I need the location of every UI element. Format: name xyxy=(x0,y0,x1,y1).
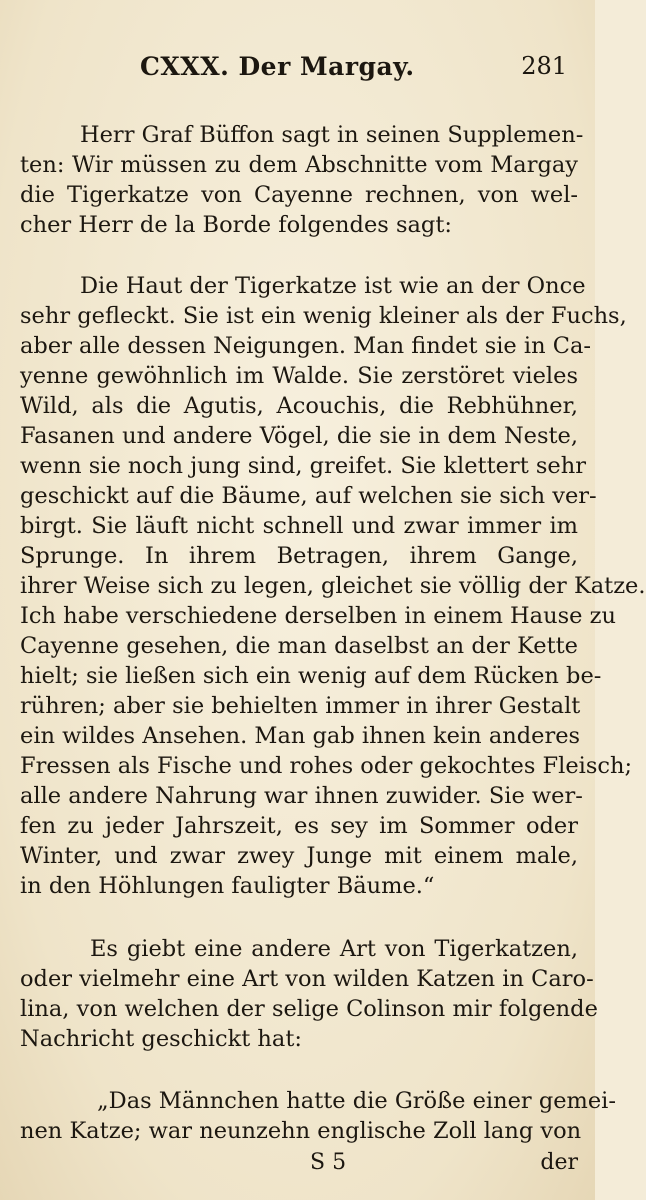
signature-mark: S 5 xyxy=(310,1150,347,1175)
page-footer xyxy=(20,1150,580,1184)
running-header xyxy=(140,52,567,92)
text-line: alle andere Nahrung war ihnen zuwider. Sie wer- xyxy=(20,783,583,809)
text-line: cher Herr de la Borde folgendes sagt: xyxy=(20,212,452,238)
text-line: Fasanen und andere Vögel, die sie in dem Neste, xyxy=(20,423,578,449)
text-line: wenn sie noch jung sind, greifet. Sie klettert sehr xyxy=(20,453,586,479)
text-line: ihrer Weise sich zu legen, gleichet sie völlig der Katze. xyxy=(20,573,646,599)
text-line: geschickt auf die Bäume, auf welchen sie sich ver- xyxy=(20,483,597,509)
text-line: Es giebt eine andere Art von Tigerkatzen, xyxy=(90,936,578,962)
text-line: „Das Männchen hatte die Größe einer gemei- xyxy=(97,1088,616,1114)
text-line: die Tigerkatze von Cayenne rechnen, von wel- xyxy=(20,182,578,208)
text-line: birgt. Sie läuft nicht schnell und zwar immer im xyxy=(20,513,578,539)
text-line: aber alle dessen Neigungen. Man findet sie in Ca- xyxy=(20,333,591,359)
text-line: Herr Graf Büffon sagt in seinen Supplemen- xyxy=(80,122,584,148)
text-line: Cayenne gesehen, die man daselbst an der Kette xyxy=(20,633,578,659)
text-line: ein wildes Ansehen. Man gab ihnen kein anderes xyxy=(20,723,581,749)
text-line: Sprunge. In ihrem Betragen, ihrem Gange, xyxy=(20,543,578,569)
text-line: fen zu jeder Jahrszeit, es sey im Sommer oder xyxy=(20,813,578,839)
text-line: Wild, als die Agutis, Acouchis, die Rebhühner, xyxy=(20,393,578,419)
text-line: Die Haut der Tigerkatze ist wie an der Once xyxy=(80,273,586,299)
text-line: Winter, und zwar zwey Junge mit einem male, xyxy=(20,843,578,869)
text-line: ten: Wir müssen zu dem Abschnitte vom Margay xyxy=(20,152,578,178)
catchword: der xyxy=(540,1150,578,1175)
text-line: oder vielmehr eine Art von wilden Katzen in Caro- xyxy=(20,966,594,992)
text-line: in den Höhlungen fauligter Bäume.“ xyxy=(20,873,435,899)
text-line: nen Katze; war neunzehn englische Zoll lang von xyxy=(20,1118,582,1144)
text-line: hielt; sie ließen sich ein wenig auf dem Rücken be- xyxy=(20,663,602,689)
text-line: rühren; aber sie behielten immer in ihrer Gestalt xyxy=(20,693,581,719)
text-line: sehr gefleckt. Sie ist ein wenig kleiner als der Fuchs, xyxy=(20,303,627,329)
chapter-title: CXXX. Der Margay. xyxy=(140,52,415,81)
text-line: Nachricht geschickt hat: xyxy=(20,1026,302,1052)
text-line: lina, von welchen der selige Colinson mir folgende xyxy=(20,996,598,1022)
page-number: 281 xyxy=(521,52,567,80)
text-line: Ich habe verschiedene derselben in einem Hause zu xyxy=(20,603,616,629)
text-line: Fressen als Fische und rohes oder gekochtes Fleisch; xyxy=(20,753,633,779)
text-line: yenne gewöhnlich im Walde. Sie zerstöret vieles xyxy=(20,363,578,389)
